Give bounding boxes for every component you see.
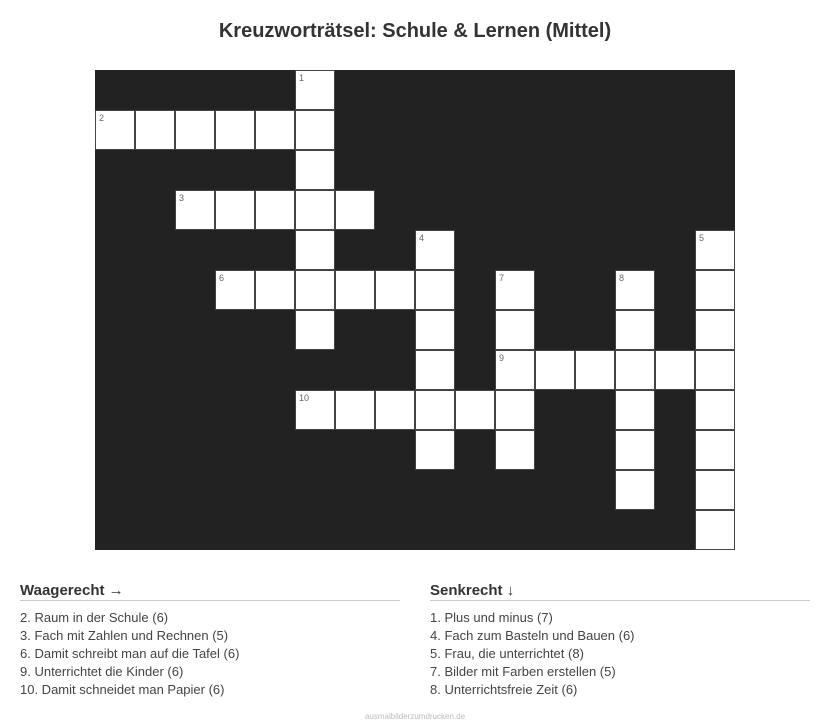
crossword-cell[interactable] xyxy=(695,270,735,310)
crossword-cell[interactable] xyxy=(415,430,455,470)
cell-number: 9 xyxy=(499,353,505,363)
crossword-cell[interactable] xyxy=(295,70,335,110)
crossword-cell[interactable] xyxy=(415,390,455,430)
crossword-cell[interactable] xyxy=(415,350,455,390)
cell-number: 2 xyxy=(99,113,105,123)
crossword-cell[interactable] xyxy=(215,270,255,310)
clue-item: 2. Raum in der Schule (6) xyxy=(20,610,169,625)
crossword-cell[interactable] xyxy=(215,110,255,150)
crossword-cell[interactable] xyxy=(295,270,335,310)
crossword-cell[interactable] xyxy=(695,350,735,390)
clue-item: 6. Damit schreibt man auf die Tafel (6) xyxy=(20,646,240,661)
crossword-cell[interactable] xyxy=(695,310,735,350)
crossword-cell[interactable] xyxy=(615,350,655,390)
across-clues xyxy=(20,582,400,699)
crossword-cell[interactable] xyxy=(255,190,295,230)
crossword-cell[interactable] xyxy=(455,390,495,430)
clue-item: 4. Fach zum Basteln und Bauen (6) xyxy=(430,628,635,643)
crossword-cell[interactable] xyxy=(175,190,215,230)
clue-item: 5. Frau, die unterrichtet (8) xyxy=(430,646,584,661)
down-list xyxy=(430,609,810,699)
clue-item: 10. Damit schneidet man Papier (6) xyxy=(20,682,225,697)
crossword-grid xyxy=(95,70,735,550)
crossword-cell[interactable] xyxy=(535,350,575,390)
crossword-cell[interactable] xyxy=(655,350,695,390)
crossword-cell[interactable] xyxy=(695,390,735,430)
cell-number: 5 xyxy=(699,233,705,243)
crossword-cell[interactable] xyxy=(415,230,455,270)
crossword-cell[interactable] xyxy=(695,510,735,550)
cell-number: 1 xyxy=(299,73,305,83)
crossword-cell[interactable] xyxy=(375,390,415,430)
page-title: Kreuzworträtsel: Schule & Lernen (Mittel) xyxy=(218,20,612,42)
crossword-cell[interactable] xyxy=(615,310,655,350)
clue-item: 9. Unterrichtet die Kinder (6) xyxy=(20,664,184,679)
crossword-cell[interactable] xyxy=(615,270,655,310)
crossword-cell[interactable] xyxy=(695,470,735,510)
crossword-cell[interactable] xyxy=(135,110,175,150)
crossword-cell[interactable] xyxy=(295,190,335,230)
crossword-cell[interactable] xyxy=(495,270,535,310)
crossword-cell[interactable] xyxy=(255,110,295,150)
crossword-cell[interactable] xyxy=(335,390,375,430)
crossword-cell[interactable] xyxy=(415,310,455,350)
crossword-cell[interactable] xyxy=(615,390,655,430)
down-heading: Senkrecht ↓ xyxy=(430,582,810,601)
crossword-cell[interactable] xyxy=(175,110,215,150)
crossword-cell[interactable] xyxy=(415,270,455,310)
cell-number: 3 xyxy=(179,193,185,203)
crossword-cell[interactable] xyxy=(695,430,735,470)
across-heading: Waagerecht → xyxy=(20,582,400,601)
cell-number: 7 xyxy=(499,273,505,283)
clue-item: 8. Unterrichtsfreie Zeit (6) xyxy=(430,682,578,697)
crossword-cell[interactable] xyxy=(335,270,375,310)
crossword-cell[interactable] xyxy=(615,470,655,510)
crossword-cell[interactable] xyxy=(495,390,535,430)
clue-item: 3. Fach mit Zahlen und Rechnen (5) xyxy=(20,628,229,643)
cell-number: 6 xyxy=(219,273,225,283)
crossword-cell[interactable] xyxy=(495,310,535,350)
footer-credit: ausmalbilderzumdrucken.de xyxy=(364,712,466,721)
crossword-cell[interactable] xyxy=(255,270,295,310)
cell-number: 8 xyxy=(619,273,625,283)
crossword-cell[interactable] xyxy=(375,270,415,310)
cell-number: 4 xyxy=(419,233,425,243)
crossword-cell[interactable] xyxy=(295,110,335,150)
crossword-cell[interactable] xyxy=(295,230,335,270)
cell-number: 10 xyxy=(299,393,310,403)
crossword-cell[interactable] xyxy=(575,350,615,390)
crossword-cell[interactable] xyxy=(215,190,255,230)
crossword-cell[interactable] xyxy=(295,310,335,350)
crossword-cell[interactable] xyxy=(495,430,535,470)
crossword-cell[interactable] xyxy=(695,230,735,270)
crossword-cell[interactable] xyxy=(335,190,375,230)
crossword-cell[interactable] xyxy=(615,430,655,470)
down-clues xyxy=(430,582,810,699)
crossword-cell[interactable] xyxy=(495,350,535,390)
clue-item: 1. Plus und minus (7) xyxy=(430,610,553,625)
crossword-cell[interactable] xyxy=(295,150,335,190)
crossword-cell[interactable] xyxy=(95,110,135,150)
crossword-cell[interactable] xyxy=(295,390,335,430)
across-list xyxy=(20,609,400,699)
clue-item: 7. Bilder mit Farben erstellen (5) xyxy=(430,664,616,679)
